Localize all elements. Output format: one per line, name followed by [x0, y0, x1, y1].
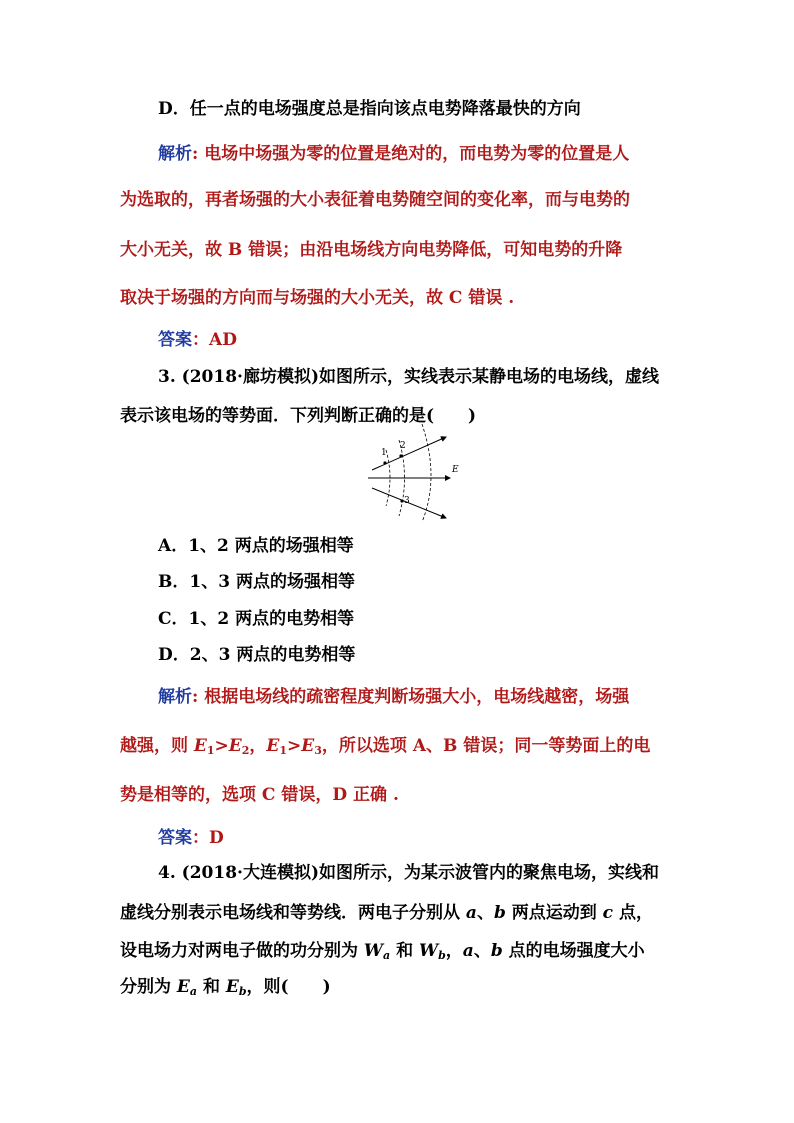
- analysis-1-line-4: 取决于场强的方向而与场强的大小无关，故 C 错误 .: [120, 288, 515, 308]
- equipotential-3: [422, 424, 431, 522]
- analysis-label: 解析: [158, 144, 192, 164]
- symbol-e: E: [176, 977, 190, 997]
- greater-than: >: [214, 736, 229, 756]
- answer-1: [158, 329, 237, 351]
- point-3-label: 3: [404, 496, 410, 506]
- option-b: B．1、3 两点的场强相等: [158, 572, 355, 592]
- option-c: C．1、2 两点的电势相等: [158, 609, 355, 629]
- option-d: D．任一点的电场强度总是指向该点电势降落最快的方向: [158, 99, 581, 119]
- analysis-1-line-1: [158, 143, 629, 165]
- analysis-text: : 电场中场强为零的位置是绝对的，而电势为零的位置是人: [192, 144, 630, 164]
- point-2-label: 2: [400, 441, 406, 451]
- symbol-w: W: [419, 941, 439, 961]
- analysis-2-line-2: [120, 735, 650, 762]
- subscript: a: [383, 949, 391, 962]
- text-run: 点，: [613, 903, 653, 923]
- analysis-2-line-3: 势是相等的，选项 C 错误，D 正确 .: [120, 785, 399, 805]
- analysis-1-line-2: 为选取的，再者场强的大小表征着电势随空间的变化率，而与电势的: [120, 190, 630, 210]
- symbol-e: E: [225, 977, 239, 997]
- subscript: b: [238, 985, 247, 998]
- symbol-w: W: [363, 941, 384, 961]
- symbol-a: a: [462, 941, 474, 961]
- symbol-b: b: [490, 941, 503, 961]
- answer-2: [158, 827, 224, 849]
- analysis-1-line-3: 大小无关，故 B 错误；由沿电场线方向电势降低，可知电势的升降: [120, 240, 623, 260]
- subscript: a: [189, 985, 198, 998]
- text-run: ，所以选项 A、B 错误；同一等势面上的电: [321, 736, 651, 756]
- symbol-c: c: [602, 903, 614, 923]
- text-run: 虚线分别表示电场线和等势线．两电子分别从: [120, 903, 466, 923]
- text-run: 两点运动到: [505, 903, 603, 923]
- point-2: [399, 454, 402, 457]
- answer-value: ：AD: [192, 330, 237, 350]
- analysis-label: 解析: [158, 687, 192, 707]
- analysis-2-line-1: [158, 686, 629, 708]
- text-run: 、: [476, 903, 494, 923]
- text-run: 、: [473, 941, 491, 961]
- field-e-label: E: [452, 465, 459, 475]
- subscript: 1: [279, 744, 288, 757]
- text-run: 和: [197, 977, 226, 997]
- question-4-line-2: [120, 902, 653, 924]
- symbol-e: E: [228, 736, 242, 756]
- answer-label: 答案: [158, 330, 192, 350]
- greater-than: >: [287, 736, 302, 756]
- symbol-e: E: [266, 736, 280, 756]
- text-run: 和: [390, 941, 419, 961]
- text-run: ，则( ): [246, 977, 331, 997]
- text-run: ，: [445, 941, 463, 961]
- question-4-line-1: 4. (2018·大连模拟)如图所示，为某示波管内的聚焦电场，实线和: [158, 863, 659, 883]
- subscript: b: [438, 949, 446, 962]
- answer-label: 答案: [158, 828, 192, 848]
- question-3-line-1: 3. (2018·廊坊模拟)如图所示，实线表示某静电场的电场线，虚线: [158, 367, 659, 387]
- symbol-e: E: [193, 736, 207, 756]
- text-run: 设电场力对两电子做的功分别为: [120, 941, 364, 961]
- question-4-line-3: [120, 940, 645, 967]
- text-run: 越强，则: [120, 736, 194, 756]
- option-a: A．1、2 两点的场强相等: [158, 536, 354, 556]
- symbol-e: E: [301, 736, 315, 756]
- text-run: 分别为: [120, 977, 177, 997]
- symbol-a: a: [465, 903, 477, 923]
- electric-field-figure: [366, 410, 466, 525]
- text-run: 点的电场强度大小: [502, 941, 645, 961]
- point-1: [383, 461, 386, 464]
- symbol-b: b: [493, 903, 506, 923]
- question-3-line-2: 表示该电场的等势面．下列判断正确的是( ): [120, 406, 477, 426]
- subscript: 2: [241, 744, 250, 757]
- option-d-q3: D．2、3 两点的电势相等: [158, 645, 356, 665]
- subscript: 1: [206, 744, 215, 757]
- text-run: ，: [249, 736, 267, 756]
- analysis-text: : 根据电场线的疏密程度判断场强大小，电场线越密，场强: [192, 687, 630, 707]
- answer-value: ：D: [192, 828, 224, 848]
- question-4-line-4: [120, 976, 331, 1003]
- point-1-label: 1: [381, 448, 387, 458]
- subscript: 3: [314, 744, 322, 757]
